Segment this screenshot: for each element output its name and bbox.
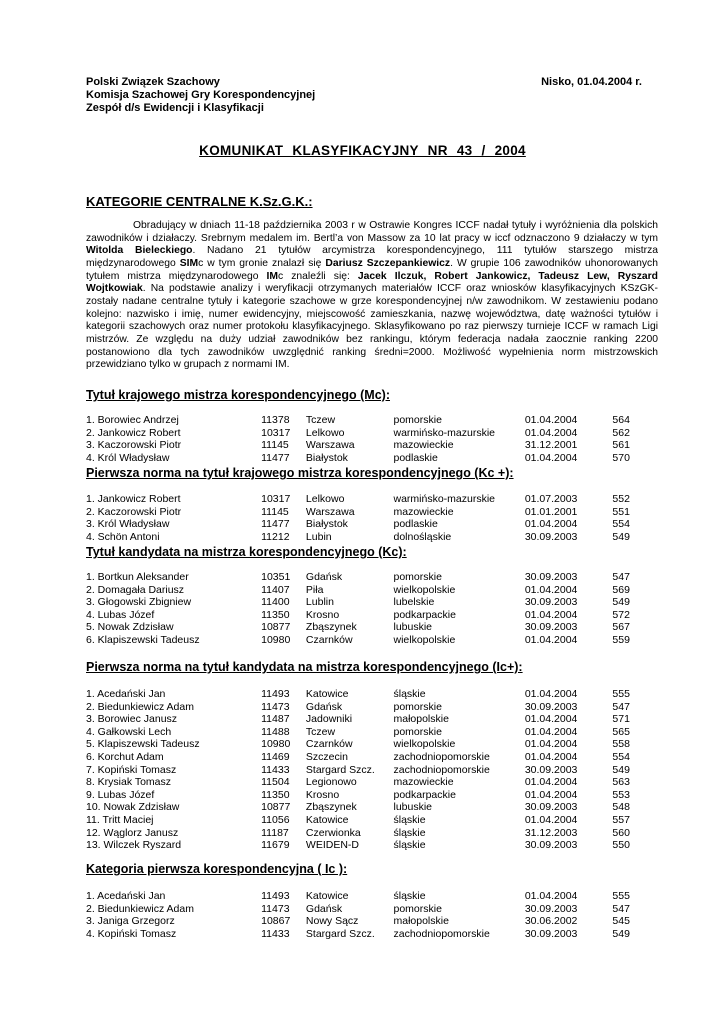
player-name: 2. Biedunkiewicz Adam [86, 902, 194, 915]
player-name: 1. Bortkun Aleksander [86, 571, 189, 583]
voivodeship: lubelskie [393, 596, 435, 609]
player-name: 1. Jankowicz Robert [86, 493, 181, 505]
bold-name: SIM [179, 257, 199, 269]
voivodeship: pomorskie [393, 700, 442, 713]
section-heading-ic-plus: Pierwsza norma na tytuł kandydata na mistrza korespondencyjnego (Ic+): [86, 660, 523, 674]
city: Tczew [305, 725, 336, 738]
player-name: 6. Korchut Adam [86, 750, 164, 763]
table-row [86, 571, 646, 584]
bold-name: Dariusz Szczepankiewicz [325, 257, 451, 269]
letterhead [86, 76, 642, 115]
player-name: 4. Schön Antoni [86, 530, 160, 543]
voivodeship: pomorskie [393, 902, 442, 915]
validity-date: 01.04.2004 [524, 583, 578, 596]
table-row [86, 764, 646, 777]
record-number: 11145 [261, 505, 289, 518]
table-row [86, 493, 646, 506]
record-number: 11493 [261, 688, 290, 700]
player-name: 4. Gałkowski Lech [86, 725, 172, 738]
protocol-number: 571 [612, 713, 630, 726]
city: Lubin [305, 530, 332, 543]
voivodeship: podkarpackie [393, 608, 456, 621]
city: Jadowniki [305, 713, 353, 726]
city: Gdańsk [305, 700, 343, 713]
category-heading: KATEGORIE CENTRALNE K.Sz.G.K.: [86, 194, 313, 209]
record-number: 11433 [261, 927, 290, 940]
voivodeship: lubuskie [393, 621, 433, 634]
record-number: 11469 [261, 750, 290, 763]
player-name: 3. Janiga Grzegorz [86, 915, 175, 928]
city: Gdańsk [305, 571, 343, 583]
validity-date: 01.04.2004 [524, 738, 578, 751]
table-row [86, 452, 646, 465]
voivodeship: pomorskie [393, 725, 442, 738]
record-number: 11350 [261, 608, 290, 621]
record-number: 11473 [261, 902, 290, 915]
table-row [86, 801, 646, 814]
city: Tczew [305, 414, 336, 426]
voivodeship: pomorskie [393, 571, 442, 583]
protocol-number: 559 [612, 633, 630, 646]
city: Czarnków [305, 633, 353, 646]
record-number: 11488 [261, 725, 290, 738]
validity-date: 01.04.2004 [524, 688, 578, 700]
voivodeship: śląskie [393, 813, 426, 826]
bold-name: Jacek Ilczuk, Robert Jankowicz, Tadeusz Lew, Ryszard Wojtkowiak [86, 270, 658, 295]
player-name: 10. Nowak Zdzisław [86, 801, 180, 814]
protocol-number: 547 [612, 700, 630, 713]
city: Katowice [305, 813, 349, 826]
validity-date: 30.09.2003 [524, 839, 578, 852]
protocol-number: 548 [612, 801, 630, 814]
city: Warszawa [305, 439, 355, 452]
city: Szczecin [305, 750, 348, 763]
record-number: 11145 [261, 439, 289, 452]
player-name: 6. Klapiszewski Tadeusz [86, 633, 200, 646]
protocol-number: 558 [612, 738, 630, 751]
protocol-number: 564 [612, 414, 630, 426]
player-name: 7. Kopiński Tomasz [86, 763, 177, 776]
player-name: 4. Lubas Józef [86, 608, 155, 621]
protocol-number: 549 [612, 596, 630, 609]
validity-date: 30.09.2003 [524, 700, 578, 713]
record-number: 11679 [261, 839, 290, 852]
voivodeship: podlaskie [393, 518, 438, 531]
player-name: 4. Kopiński Tomasz [86, 927, 177, 940]
city: Czarnków [305, 738, 353, 751]
city: WEIDEN-D [305, 839, 360, 852]
table-row [86, 688, 646, 701]
voivodeship: śląskie [393, 688, 426, 700]
protocol-number: 555 [612, 890, 630, 902]
table-row [86, 621, 646, 634]
table-row [86, 596, 646, 609]
player-name: 4. Król Władysław [86, 451, 170, 464]
player-name: 3. Król Władysław [86, 518, 170, 531]
voivodeship: mazowieckie [393, 776, 454, 789]
validity-date: 31.12.2003 [524, 826, 578, 839]
table-row [86, 584, 646, 597]
validity-date: 30.09.2003 [524, 902, 578, 915]
protocol-number: 561 [612, 439, 630, 452]
validity-date: 01.01.2001 [524, 505, 578, 518]
validity-date: 01.04.2004 [524, 451, 578, 464]
validity-date: 01.04.2004 [524, 725, 578, 738]
voivodeship: zachodniopomorskie [393, 750, 490, 763]
protocol-number: 555 [612, 688, 630, 700]
player-name: 8. Krysiak Tomasz [86, 776, 171, 789]
protocol-number: 553 [612, 788, 630, 801]
player-name: 3. Głogowski Zbigniew [86, 596, 192, 609]
record-number: 11433 [261, 763, 290, 776]
player-name: 3. Borowiec Janusz [86, 713, 178, 726]
validity-date: 30.09.2003 [524, 763, 578, 776]
validity-date: 01.04.2004 [524, 608, 578, 621]
protocol-number: 547 [612, 571, 630, 583]
validity-date: 01.04.2004 [524, 518, 578, 531]
validity-date: 01.07.2003 [524, 493, 578, 505]
protocol-number: 551 [612, 505, 630, 518]
record-number: 10980 [261, 738, 291, 751]
table-row [86, 751, 646, 764]
protocol-number: 554 [612, 750, 630, 763]
voivodeship: mazowieckie [393, 505, 454, 518]
validity-date: 01.04.2004 [524, 776, 578, 789]
protocol-number: 549 [612, 927, 630, 940]
protocol-number: 560 [612, 826, 630, 839]
city: Piła [305, 583, 324, 596]
city: Lelkowo [305, 493, 345, 505]
validity-date: 30.09.2003 [524, 571, 578, 583]
record-number: 11473 [261, 700, 290, 713]
city: Białystok [305, 451, 348, 464]
table-row [86, 439, 646, 452]
player-name: 5. Nowak Zdzisław [86, 621, 174, 634]
protocol-number: 552 [612, 493, 630, 505]
city: Białystok [305, 518, 348, 531]
city: Krosno [305, 788, 340, 801]
protocol-number: 563 [612, 776, 630, 789]
table-row [86, 789, 646, 802]
validity-date: 30.09.2003 [524, 530, 578, 543]
voivodeship: śląskie [393, 839, 426, 852]
record-number: 10980 [261, 633, 291, 646]
voivodeship: zachodniopomorskie [393, 927, 490, 940]
org-line: Zespół d/s Ewidencji i Klasyfikacji [86, 102, 264, 114]
section-heading-kc: Tytuł kandydata na mistrza korespondencyjnego (Kc): [86, 545, 407, 559]
player-name: 9. Lubas Józef [86, 788, 155, 801]
table-row [86, 506, 646, 519]
table-row [86, 738, 646, 751]
record-number: 10877 [261, 801, 291, 814]
table-row [86, 634, 646, 647]
player-name: 11. Tritt Maciej [86, 813, 154, 826]
table-row [86, 531, 646, 544]
voivodeship: pomorskie [393, 414, 442, 426]
protocol-number: 549 [612, 530, 630, 543]
voivodeship: dolnośląskie [393, 530, 452, 543]
voivodeship: śląskie [393, 826, 426, 839]
protocol-number: 572 [612, 608, 630, 621]
city: Nowy Sącz [305, 915, 359, 928]
player-name: 1. Acedański Jan [86, 688, 166, 700]
record-number: 11493 [261, 890, 290, 902]
validity-date: 01.04.2004 [524, 813, 578, 826]
player-name: 2. Kaczorowski Piotr [86, 505, 182, 518]
table-kc [86, 571, 646, 647]
protocol-number: 554 [612, 518, 630, 531]
bold-name: Witolda Bieleckiego [86, 245, 193, 257]
city: Katowice [305, 890, 349, 902]
city: Lelkowo [305, 426, 345, 439]
validity-date: 30.09.2003 [524, 927, 578, 940]
record-number: 10351 [261, 571, 291, 583]
protocol-number: 545 [612, 915, 630, 928]
validity-date: 01.04.2004 [524, 414, 578, 426]
validity-date: 01.04.2004 [524, 713, 578, 726]
record-number: 10877 [261, 621, 291, 634]
city: Legionowo [305, 776, 357, 789]
table-row [86, 701, 646, 714]
table-row [86, 928, 646, 941]
city: Krosno [305, 608, 340, 621]
document-title: KOMUNIKAT KLASYFIKACYJNY NR 43 / 2004 [199, 143, 526, 158]
record-number: 10867 [261, 915, 291, 928]
protocol-number: 550 [612, 839, 630, 852]
voivodeship: wielkopolskie [393, 633, 456, 646]
validity-date: 31.12.2001 [524, 439, 578, 452]
table-row [86, 609, 646, 622]
city: Zbąszynek [305, 621, 357, 634]
validity-date: 01.04.2004 [524, 426, 578, 439]
protocol-number: 569 [612, 583, 630, 596]
table-mc [86, 414, 646, 464]
player-name: 2. Jankowicz Robert [86, 426, 181, 439]
city: Stargard Szcz. [305, 763, 375, 776]
table-row [86, 827, 646, 840]
table-kc-plus [86, 493, 646, 543]
record-number: 11504 [261, 776, 290, 789]
validity-date: 30.06.2002 [524, 915, 578, 928]
record-number: 11350 [261, 788, 290, 801]
city: Gdańsk [305, 902, 343, 915]
player-name: 1. Acedański Jan [86, 890, 166, 902]
table-row [86, 839, 646, 852]
city: Czerwionka [305, 826, 361, 839]
voivodeship: małopolskie [393, 915, 449, 928]
protocol-number: 549 [612, 763, 630, 776]
player-name: 5. Klapiszewski Tadeusz [86, 738, 200, 751]
section-heading-ic: Kategoria pierwsza korespondencyjna ( Ic ): [86, 862, 348, 876]
player-name: 1. Borowiec Andrzej [86, 414, 179, 426]
record-number: 11487 [261, 713, 290, 726]
record-number: 10317 [261, 493, 291, 505]
voivodeship: mazowieckie [393, 439, 454, 452]
validity-date: 01.04.2004 [524, 750, 578, 763]
voivodeship: małopolskie [393, 713, 449, 726]
table-row [86, 518, 646, 531]
voivodeship: lubuskie [393, 801, 433, 814]
table-row [86, 726, 646, 739]
record-number: 10317 [261, 426, 291, 439]
city: Lublin [305, 596, 334, 609]
protocol-number: 562 [612, 426, 630, 439]
city: Katowice [305, 688, 349, 700]
table-row [86, 713, 646, 726]
validity-date: 30.09.2003 [524, 596, 578, 609]
validity-date: 01.04.2004 [524, 788, 578, 801]
validity-date: 30.09.2003 [524, 801, 578, 814]
player-name: 2. Domagała Dariusz [86, 583, 185, 596]
table-row [86, 427, 646, 440]
voivodeship: warmińsko-mazurskie [393, 493, 496, 505]
protocol-number: 565 [612, 725, 630, 738]
player-name: 3. Kaczorowski Piotr [86, 439, 182, 452]
record-number: 11212 [261, 530, 290, 543]
city: Warszawa [305, 505, 355, 518]
table-ic-plus [86, 688, 646, 852]
record-number: 11056 [261, 813, 290, 826]
voivodeship: zachodniopomorskie [393, 763, 490, 776]
voivodeship: wielkopolskie [393, 583, 456, 596]
table-row [86, 903, 646, 916]
table-ic [86, 890, 646, 940]
protocol-number: 567 [612, 621, 630, 634]
record-number: 11378 [261, 414, 290, 426]
voivodeship: warmińsko-mazurskie [393, 426, 496, 439]
intro-paragraph: Obradujący w dniach 11-18 października 2003 r w Ostrawie Kongres ICCF nadał tytuły i wyróżnienia dla polskich zawodników i działaczy. Srebrnym medalem im. Bertl’a von Massow za 10 lat pracy w iccf odznaczono 9 działaczy w tym Witolda Bieleckiego. Nadano 21 tytułów arcymistrza korespondencyjnego, 111 tytułów starszego mistrza międzynarodowego SIMc w tym gronie znalazł się Dariusz Szczepankiewicz. W grupie 106 zawodników uhonorowanych tytułem mistrza międzynarodowego IMc znaleźli się: Jacek Ilczuk, Robert Jankowicz, Tadeusz Lew, Ryszard Wojtkowiak. Na podstawie analizy i weryfikacji otrzymanych materiałów ICCF oraz wniosków klasyfikacyjnych KSzGK- zostały nadane centralne tytuły i kategorie szachowe w grze korespondencyjnej n/w zawodnikom. W zestawieniu podano kolejno: nazwisko i imię, numer ewidencyjny, miejscowość zamieszkania, nazwę województwa, datę ważności tytułów i kategorii szachowych oraz numer protokołu klasyfikacyjnego. Sklasyfikowano po raz pierwszy turnieje ICCF w ramach Ligi mistrzów. Ze względu na duży udział zawodników bez rankingu, którym federacja nadała zaocznie ranking 2200 postanowiono dla tych zawodników uwzględnić ranking średni=2000. Możliwość wypełnienia norm mistrzowskich przewidziano tylko w grupach z normami IM. [86, 220, 658, 371]
place-date: Nisko, 01.04.2004 r. [541, 76, 642, 88]
org-line: Polski Związek Szachowy [86, 76, 220, 88]
voivodeship: podlaskie [393, 451, 438, 464]
protocol-number: 570 [612, 451, 630, 464]
org-line: Komisja Szachowej Gry Korespondencyjnej [86, 89, 316, 101]
validity-date: 01.04.2004 [524, 890, 578, 902]
city: Zbąszynek [305, 801, 357, 814]
record-number: 11477 [261, 451, 290, 464]
player-name: 13. Wilczek Ryszard [86, 839, 182, 852]
record-number: 11477 [261, 518, 290, 531]
table-row [86, 814, 646, 827]
protocol-number: 557 [612, 813, 630, 826]
validity-date: 01.04.2004 [524, 633, 578, 646]
table-row [86, 776, 646, 789]
table-row [86, 414, 646, 427]
section-heading-mc: Tytuł krajowego mistrza korespondencyjnego (Mc): [86, 388, 390, 402]
player-name: 12. Wąglorz Janusz [86, 826, 179, 839]
table-row [86, 890, 646, 903]
section-heading-kc-plus: Pierwsza norma na tytuł krajowego mistrza korespondencyjnego (Kc +): [86, 466, 514, 480]
record-number: 11407 [261, 583, 290, 596]
player-name: 2. Biedunkiewicz Adam [86, 700, 194, 713]
record-number: 11400 [261, 596, 290, 609]
table-row [86, 915, 646, 928]
protocol-number: 547 [612, 902, 630, 915]
voivodeship: wielkopolskie [393, 738, 456, 751]
validity-date: 30.09.2003 [524, 621, 578, 634]
city: Stargard Szcz. [305, 927, 375, 940]
record-number: 11187 [261, 826, 289, 839]
bold-name: IM [266, 270, 279, 282]
voivodeship: śląskie [393, 890, 426, 902]
voivodeship: podkarpackie [393, 788, 456, 801]
